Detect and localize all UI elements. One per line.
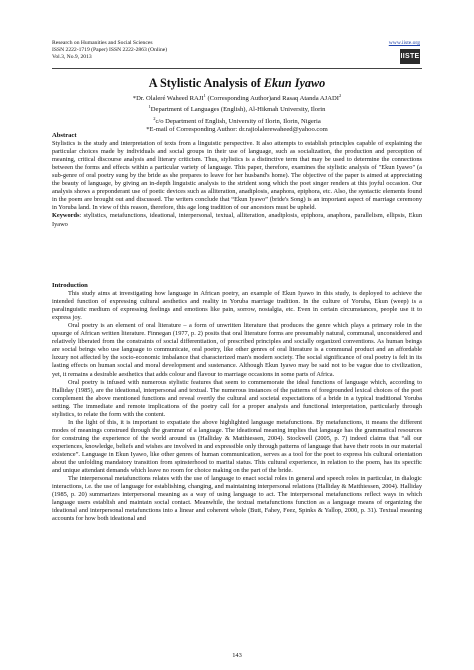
intro-paragraph-4: In the light of this, it is important to expatiate the above highlighted language metafunctions. By metafunctions, it means the different modes of meanings construed through the grammar of a language. The ideational meaning implies that language has the grammatical resources for construing the experience of the world around us (Halliday & Matthiessen, 2004). Stockwell (2005, p. 7) indeed claims that “all our experiences, knowledge, beliefs and wishes are involved in and expressible only through patterns of language that have their roots in our material existence”. Language in Ekun Iyawo, like other genres of human communication, serves as a tool for the poet to express his cultural orientation about the unfolding mandatory transition from spinsterhood to marital status. This cultural experience, in relation to the poem, has its specific and unique attendant demands which leave no room for choice making on the part of the bride.: [52, 418, 422, 475]
title-emphasis: Ekun Iyawo: [263, 76, 326, 90]
journal-url-link[interactable]: www.iiste.org: [388, 40, 420, 46]
journal-name: Research on Humanities and Social Sciences: [52, 40, 153, 46]
intro-paragraph-5: The interpersonal metafunctions relates with the use of language to enact social roles in general and speech roles in particular, in dialogic interactions, i.e. the use of language for establishing, changing, and maintaining interpersonal relations (Halliday & Matthiessen, 2004). Halliday (1985, p. 20) summarizes interpersonal meaning as a way of using language to act. The interpersonal metafunctions reflect ways in which language users establish and maintain social contact. Meanwhile, the textual metafunctions function as a language means of organizing the ideational and interpersonal metafunctions into a linear and coherent whole (Butt, Fahey, Feez, Spinks & Yallop, 2000, p. 31). Textual meaning accounts for how both ideational and: [52, 475, 422, 523]
abstract-heading: Abstract: [52, 132, 77, 139]
abstract-text: Stylistics is the study and interpretation of texts from a linguistic perspective. It also attempts to establish principles capable of explaining the particular choices made by individuals and social groups in their use of language, such as socialization, the production and perception of meaning, critical discourse analysis and literary criticism. Thus, stylistics is a distinctive term that may be used to determine the connections between the forms and effects within a particular variety of language. This paper, therefore, examines the stylistic analysis of "Ekun Iyawo" (a sub-genre of oral poetry sung by the bride as she prepares to leave for her husband's home). The objective of the paper is aimed at appreciating the beauty of language, by giving an in-depth linguistic analysis to the strident song which the poet singer renders at this joyful occasion. Our analysis shows a preponderant use of poetic devices such as alliteration, anadiplosis, anaphora, epiphora, etc. Also, the syntactic elements found in the poem are brought out and discussed. The writers conclude that “Ekun Iyawo” (bride's Song) is an important aspect of marriage ceremony in Yoruba land. In view of this reason, therefore, this age long tradition of our ancestors must be upheld.: [52, 140, 422, 212]
keywords-line: [52, 212, 422, 228]
author-name: *Dr. Olaleré Waheed RAJI: [132, 95, 204, 103]
abstract-section: [52, 132, 422, 229]
paper-title: [0, 76, 474, 91]
intro-paragraph-1: This study aims at investigating how language in African poetry, an example of Ekun Iyawo in this study, is deployed to achieve the intended function of expressing cultural aesthetics and reality in Yoruba marriage tradition. In the culture of Yoruba, Ekun (weep) is a paralinguistic medium of expressing feelings and emotions like pain, sorrow, nostalgia, etc. Even in certain circumstances, people use it to express joy.: [52, 290, 422, 322]
title-text: A Stylistic Analysis of: [148, 76, 264, 90]
introduction-section: [52, 282, 422, 523]
page-number: 143: [232, 652, 242, 659]
intro-paragraph-3: Oral poetry is infused with numerous stylistic features that seem to commemorate the ideal functions of language which, according to Halliday (1985), are the ideational, interpersonal and textual. The numerous instances of the patterns of foregrounded lexical choices of the poet complement the above mentioned functions and reveal overtly the cultural and societal expectations of a bride in a typical traditional Yoruba setting. The immediate and remote implications of the poetry call for a proper analysis and functional interpretation, particularly through stylistics, to relate the form with the content.: [52, 378, 422, 418]
journal-issn: ISSN 2222-1719 (Paper) ISSN 2222-2863 (Online): [52, 47, 168, 54]
intro-paragraph-2: Oral poetry is an element of oral literature – a form of unwritten literature that produces the genre which plays a primary role in the upsurge of African written literature. Finnegan (1977, p. 2) posits that oral literature forms are presumably natural, communal, unconsidered and relatively liberated from the constraints of social differentiation, of prescribed principles and socially organized conventions. As human beings are social beings who use language to communicate, oral poetry, like other genres of oral literature is a communal product and an affordable luxury not affected by the socio-economic imbalance that characterized man's modern society. The social significance of oral poetry is felt in its lasting effects on human social and moral development and sustenance. Although Ekun Iyawo may be said not to be vague due to civilization, yet, it remains a desirable aesthetics that adds colour and flavour to marriage occasions in some parts of Africa.: [52, 322, 422, 378]
aff1-text: Department of Languages (English), Al-Hikmah University, Ilorin: [150, 106, 326, 114]
aff1-sup: 1: [148, 104, 151, 110]
introduction-heading: Introduction: [52, 282, 88, 289]
author-sup-2: 2: [338, 93, 342, 98]
author-line: [0, 92, 474, 103]
iiste-logo: IISTE: [400, 49, 420, 64]
journal-header: [52, 40, 167, 62]
author-name-2: (Corresponding Author)and Rasaq Atanda AJADI: [205, 95, 339, 103]
author-sup: 1: [203, 93, 206, 98]
journal-volume: Vol.3, No.9, 2013: [52, 54, 92, 61]
affiliation-1: [0, 103, 474, 114]
aff2-text: c/o Department of English, University of Ilorin, Ilorin, Nigeria: [155, 117, 321, 125]
affiliation-2: [0, 115, 474, 126]
author-block: [0, 92, 474, 134]
header-divider: [52, 68, 422, 69]
keywords-label: Keywords: [52, 212, 80, 220]
author-email: *E-mail of Corresponding Author: dr.rajiolalerewaheed@yahoo.com: [146, 126, 328, 134]
aff2-sup: 2: [153, 115, 156, 121]
keywords-text: : stylistics, metafunctions, ideational, interpersonal, textual, alliteration, anadiplosis, epiphora, anaphora, parallelism, ellipsis, Ekun Iyawo: [52, 212, 422, 228]
